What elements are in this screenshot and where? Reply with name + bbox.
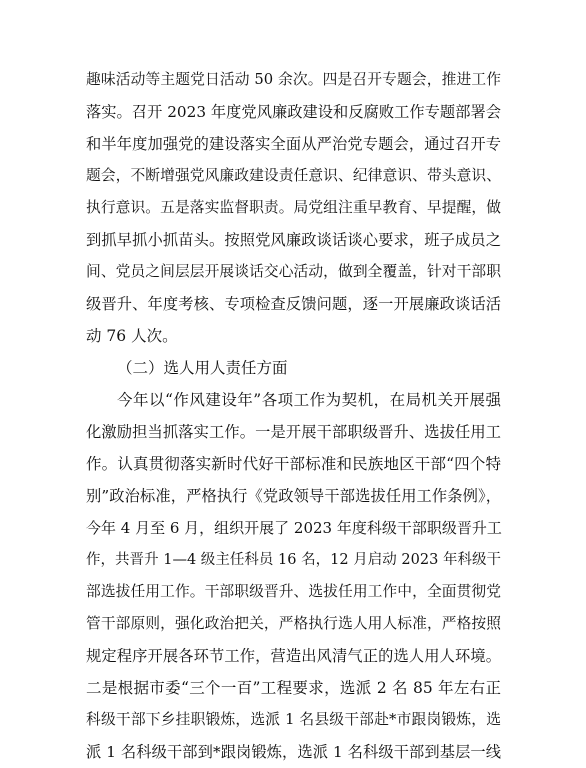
paragraph-line: 规定程序开展各环节工作，营造出风清气正的选人用人环境。 — [86, 647, 501, 665]
paragraph-line: 化激励担当抓落实工作。一是开展干部职级晋升、选拔任用工 — [86, 423, 501, 441]
paragraph-line: 趣味活动等主题党日活动 50 余次。四是召开专题会，推进工作 — [86, 71, 501, 88]
paragraph-line: 执行意识。五是落实监督职责。局党组注重早教育、早提醒，做 — [86, 199, 501, 216]
paragraph-line: 别”政治标准，严格执行《党政领导干部选拔任用工作条例》， — [86, 487, 501, 505]
paragraph-line: 今年以“作风建设年”各项工作为契机，在局机关开展强 — [117, 391, 501, 409]
paragraph-line: 和半年度加强党的建设落实全面从严治党专题会，通过召开专 — [86, 135, 501, 153]
paragraph-line: 派 1 名科级干部到*跟岗锻炼，选派 1 名科级干部到基层一线 — [86, 743, 501, 761]
paragraph-line: 作。认真贯彻落实新时代好干部标准和民族地区干部“四个特 — [86, 455, 501, 473]
paragraph-line: 落实。召开 2023 年度党风廉政建设和反腐败工作专题部署会 — [86, 103, 501, 121]
section-heading: （二）选人用人责任方面 — [117, 359, 288, 377]
paragraph-line: 作，共晋升 1—4 级主任科员 16 名，12 月启动 2023 年科级干 — [86, 552, 501, 568]
paragraph-line: 二是根据市委“三个一百”工程要求，选派 2 名 85 年左右正 — [86, 679, 501, 697]
paragraph-line: 管干部原则，强化政治把关，严格执行选人用人标准，严格按照 — [86, 615, 501, 632]
paragraph-line: 间、党员之间层层开展谈话交心活动，做到全覆盖，针对干部职 — [86, 263, 501, 280]
paragraph-line: 级晋升、年度考核、专项检查反馈问题，逐一开展廉政谈话活 — [86, 295, 501, 313]
paragraph-line: 今年 4 月至 6 月，组织开展了 2023 年度科级干部职级晋升工 — [86, 519, 502, 537]
paragraph-line: 科级干部下乡挂职锻炼，选派 1 名县级干部赴*市跟岗锻炼，选 — [86, 711, 501, 728]
document-body — [86, 64, 501, 768]
paragraph-line: 动 76 人次。 — [86, 327, 178, 345]
paragraph-line: 部选拔任用工作。干部职级晋升、选拔任用工作中，全面贯彻党 — [86, 583, 501, 600]
paragraph-line: 到抓早抓小抓苗头。按照党风廉政谈话谈心要求，班子成员之 — [86, 231, 501, 249]
paragraph-line: 题会，不断增强党风廉政建设责任意识、纪律意识、带头意识、 — [86, 167, 501, 184]
